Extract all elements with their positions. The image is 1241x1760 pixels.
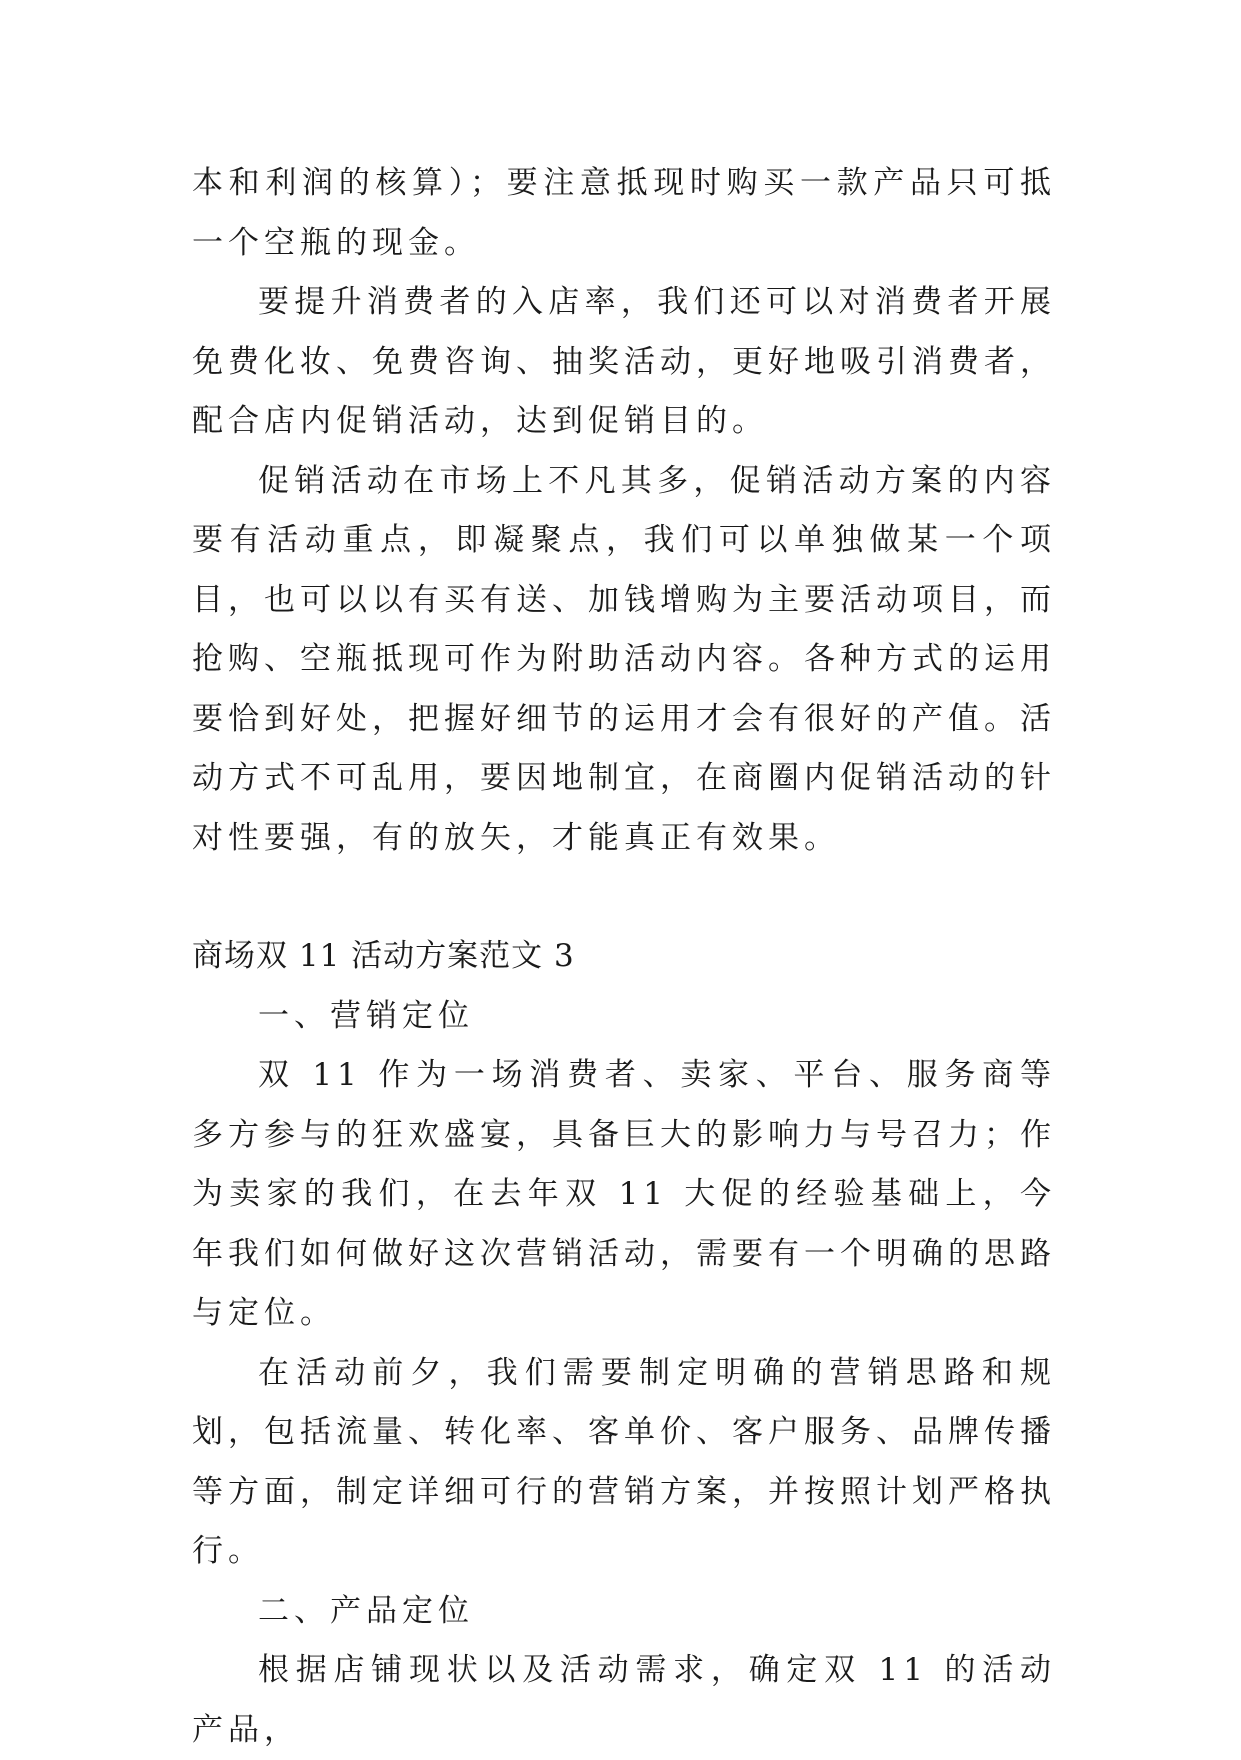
document-body <box>192 154 1056 1760</box>
paragraph: 本和利润的核算）；要注意抵现时购买一款产品只可抵一个空瓶的现金。 <box>192 165 1056 261</box>
section-title: 商场双 11 活动方案范文 3 <box>192 938 575 974</box>
paragraph: 在活动前夕，我们需要制定明确的营销思路和规划，包括流量、转化率、客单价、客户服务、品牌传播等方面，制定详细可行的营销方案，并按照计划严格执行。 <box>192 1354 1056 1569</box>
paragraph: 要提升消费者的入店率，我们还可以对消费者开展免费化妆、免费咨询、抽奖活动，更好地吸引消费者，配合店内促销活动，达到促销目的。 <box>192 284 1056 439</box>
paragraph: 促销活动在市场上不凡其多，促销活动方案的内容要有活动重点，即凝聚点，我们可以单独做某一个项目，也可以以有买有送、加钱增购为主要活动项目，而抢购、空瓶抵现可作为附助活动内容。各种方式的运用要恰到好处，把握好细节的运用才会有很好的产值。活动方式不可乱用，要因地制宜，在商圈内促销活动的针对性要强，有的放矢，才能真正有效果。 <box>192 462 1056 856</box>
section-heading: 一、营销定位 <box>258 997 474 1034</box>
paragraph: 双 11 作为一场消费者、卖家、平台、服务商等多方参与的狂欢盛宴，具备巨大的影响力与号召力；作为卖家的我们，在去年双 11 大促的经验基础上，今年我们如何做好这次营销活动，需要有一个明确的思路与定位。 <box>192 1057 1056 1331</box>
section-heading: 二、产品定位 <box>258 1592 474 1629</box>
paragraph: 根据店铺现状以及活动需求，确定双 11 的活动产品， <box>192 1652 1056 1748</box>
